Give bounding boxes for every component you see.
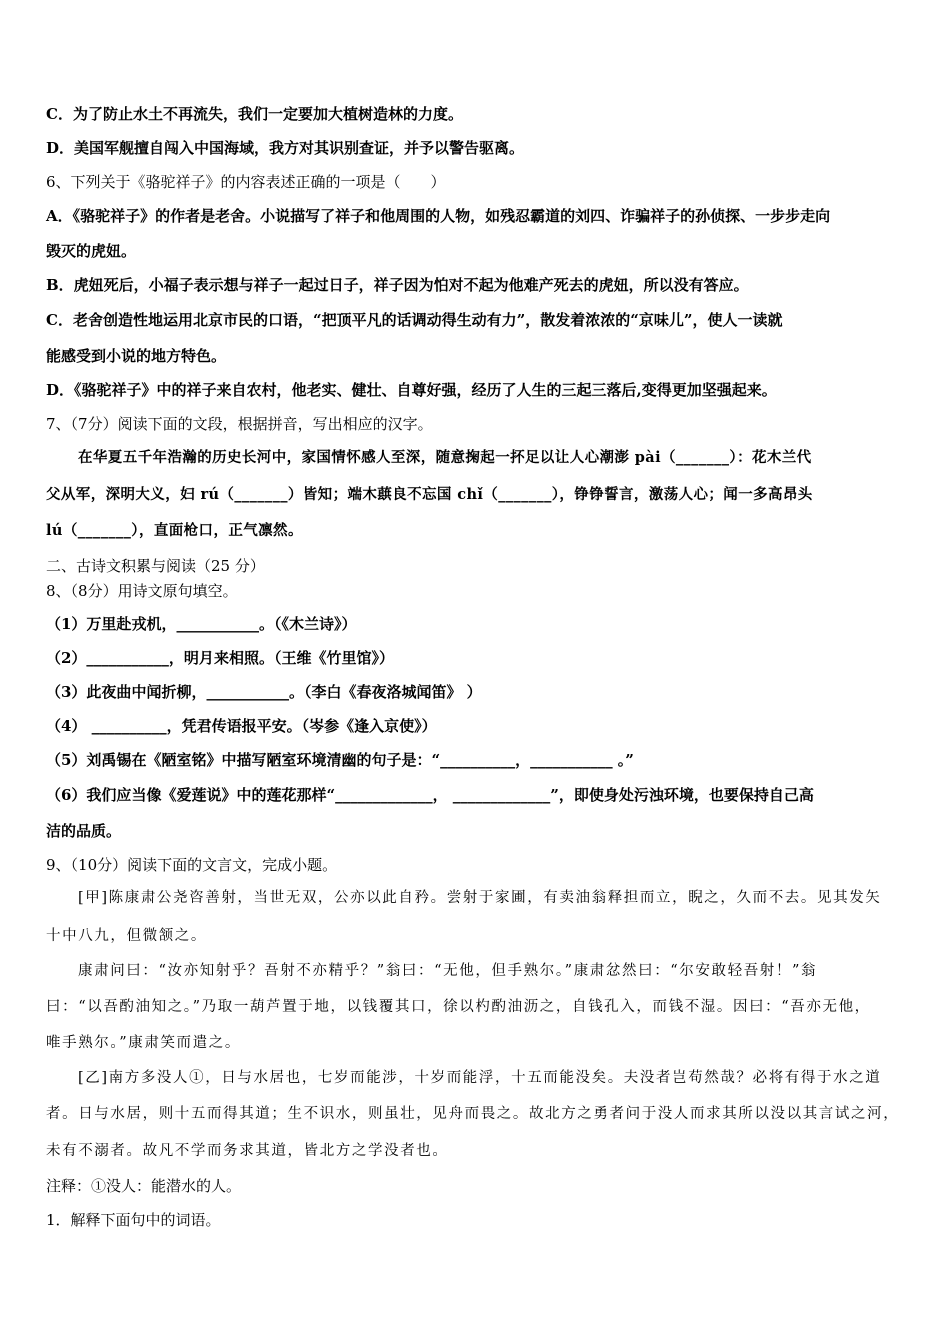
q6-option-d: D．《骆驼祥子》中的祥子来自农村，他老实、健壮、自尊好强，经历了人生的三起三落后,变得更加坚强起来。 <box>46 381 777 399</box>
q6-option-b: B．虎妞死后，小福子表示想与祥子一起过日子，祥子因为怕对不起为他难产死去的虎妞，所以没有答应。 <box>46 276 749 294</box>
q6-option-c-line2: 能感受到小说的地方特色。 <box>46 347 227 365</box>
q9-stem: 9、（10分）阅读下面的文言文，完成小题。 <box>46 856 338 874</box>
q6-option-a-line1: A．《骆驼祥子》的作者是老舍。小说描写了祥子和他周围的人物，如残忍霸道的刘四、诈骗祥子的孙侦探、一步步走向 <box>46 207 831 225</box>
q9-jia-line1: [甲]陈康肃公尧咨善射，当世无双，公亦以此自矜。尝射于家圃，有卖油翁释担而立，睨之，久而不去。见其发矢 <box>78 890 882 906</box>
q9-subquestion-1: 1．解释下面句中的词语。 <box>46 1211 221 1229</box>
q8-item-2: （2）___________，明月来相照。（王维《竹里馆》） <box>46 649 394 667</box>
q9-yi-line3: 未有不溺者。故凡不学而务求其道，皆北方之学没者也。 <box>46 1143 449 1159</box>
q8-item-5: （5）刘禹锡在《陋室铭》中描写陋室环境清幽的句子是：“__________，___________ 。” <box>46 751 634 769</box>
q8-item-6-line2: 洁的品质。 <box>46 822 122 840</box>
q9-jia-line3: 康肃问曰：“汝亦知射乎？吾射不亦精乎？”翁曰：“无他，但手熟尔。”康肃忿然曰：“尔安敢轻吾射！”翁 <box>78 963 818 979</box>
q7-passage-line1: 在华夏五千年浩瀚的历史长河中，家国情怀感人至深，随意掬起一抔足以让人心潮澎 pài（_______）：花木兰代 <box>78 449 812 466</box>
q6-option-a-line2: 毁灭的虎妞。 <box>46 242 137 260</box>
q6-stem: 6、下列关于《骆驼祥子》的内容表述正确的一项是（ ） <box>46 173 446 191</box>
q7-stem: 7、（7分）阅读下面的文段，根据拼音，写出相应的汉字。 <box>46 415 433 433</box>
q6-option-c-line1: C．老舍创造性地运用北京市民的口语，“把顶平凡的话调动得生动有力”，散发着浓浓的“京味儿”，使人一读就 <box>46 311 783 329</box>
q5-option-c: C．为了防止水土不再流失，我们一定要加大植树造林的力度。 <box>46 105 463 123</box>
section-2-heading: 二、古诗文积累与阅读（25 分） <box>46 557 265 575</box>
q5-option-d: D．美国军舰擅自闯入中国海域，我方对其识别查证，并予以警告驱离。 <box>46 139 525 157</box>
q9-jia-line2: 十中八九，但微颔之。 <box>46 928 207 944</box>
q8-item-1: （1）万里赴戎机，___________。（《木兰诗》） <box>46 615 357 633</box>
q8-item-6-line1: （6）我们应当像《爱莲说》中的莲花那样“_____________， _____________”，即使身处污浊环境，也要保持自己高 <box>46 786 814 804</box>
q9-footnote: 注释：①没人：能潜水的人。 <box>46 1177 242 1195</box>
q7-passage-line2: 父从军，深明大义，妇 rú（_______）皆知；端木蕻良不忘国 chǐ（_______），铮铮誓言，激荡人心；闻一多高昂头 <box>46 486 813 503</box>
q7-passage-line3: lú（_______），直面枪口，正气凛然。 <box>46 522 303 539</box>
q8-item-4: （4） __________，凭君传语报平安。（岑参《逢入京使》） <box>46 717 437 735</box>
q8-stem: 8、（8分）用诗文原句填空。 <box>46 582 238 600</box>
q9-jia-line4: 曰：“以吾酌油知之。”乃取一葫芦置于地，以钱覆其口，徐以杓酌油沥之，自钱孔入，而钱不湿。因曰：“吾亦无他， <box>46 999 871 1015</box>
q8-item-3: （3）此夜曲中闻折柳，___________。（李白《春夜洛城闻笛》 ） <box>46 683 482 701</box>
q9-jia-line5: 唯手熟尔。”康肃笑而遣之。 <box>46 1035 241 1051</box>
q9-yi-line1: [乙]南方多没人①，日与水居也，七岁而能涉，十岁而能浮，十五而能没矣。夫没者岂苟然哉？必将有得于水之道 <box>78 1070 882 1086</box>
q9-yi-line2: 者。日与水居，则十五而得其道；生不识水，则虽壮，见舟而畏之。故北方之勇者问于没人而求其所以没以其言试之河， <box>46 1106 900 1122</box>
